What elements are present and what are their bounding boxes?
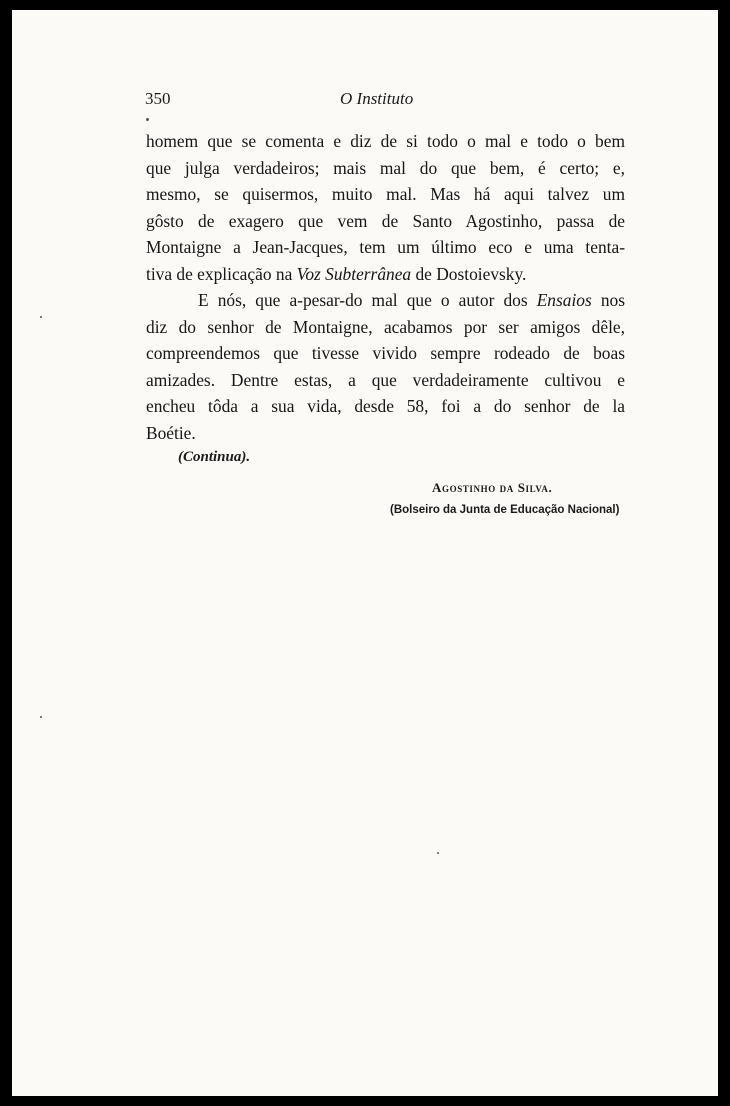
text-line: amizades. Dentre estas, a que verdadeiramente cultivou e (146, 369, 625, 390)
page-header (145, 89, 625, 113)
text-line: compreendemos que tivesse vivido sempre rodeado de boas (146, 343, 625, 363)
text-fragment: E nós, que a-pesar-do mal que o autor dos (198, 290, 537, 310)
paragraph-2 (146, 287, 625, 446)
italic-title: Ensaios (536, 290, 592, 310)
text-line: que julga verdadeiros; mais mal do que bem, é certo; e, (146, 157, 625, 178)
text-line: Boétie. (146, 422, 196, 443)
print-speck (146, 118, 149, 121)
text-line: diz do senhor de Montaigne, acabamos por ser amigos dêle, (146, 316, 625, 337)
text-line: homem que se comenta e diz de si todo o mal e todo o bem (146, 131, 625, 151)
print-speck (40, 316, 42, 318)
print-speck (40, 716, 42, 718)
paragraph-1 (146, 128, 625, 287)
document-page (12, 10, 718, 1096)
text-fragment: nos (591, 290, 625, 310)
text-line: Montaigne a Jean-Jacques, tem um último eco e uma tenta- (146, 237, 625, 257)
text-line (146, 287, 625, 314)
author-affiliation: (Bolseiro da Junta de Educação Nacional) (390, 504, 620, 516)
body-text (146, 128, 625, 446)
show-through-text (142, 515, 622, 963)
print-speck (437, 852, 439, 854)
text-line: mesmo, se quisermos, muito mal. Mas há aqui talvez um (146, 184, 625, 204)
continua-note: (Continua). (178, 449, 251, 465)
text-line: encheu tôda a sua vida, desde 58, foi a do senhor de la (146, 396, 625, 416)
italic-title: Voz Subterrânea (296, 263, 412, 284)
text-line (146, 261, 625, 288)
author-signature: Agostinho da Silva. (432, 480, 553, 495)
text-fragment: tiva de explicação na (146, 263, 297, 284)
page-number: 350 (145, 89, 171, 108)
text-line: gôsto de exagero que vem de Santo Agostinho, passa de (146, 210, 625, 231)
running-title: O Instituto (340, 89, 414, 108)
text-fragment: de Dostoievsky. (411, 263, 527, 284)
